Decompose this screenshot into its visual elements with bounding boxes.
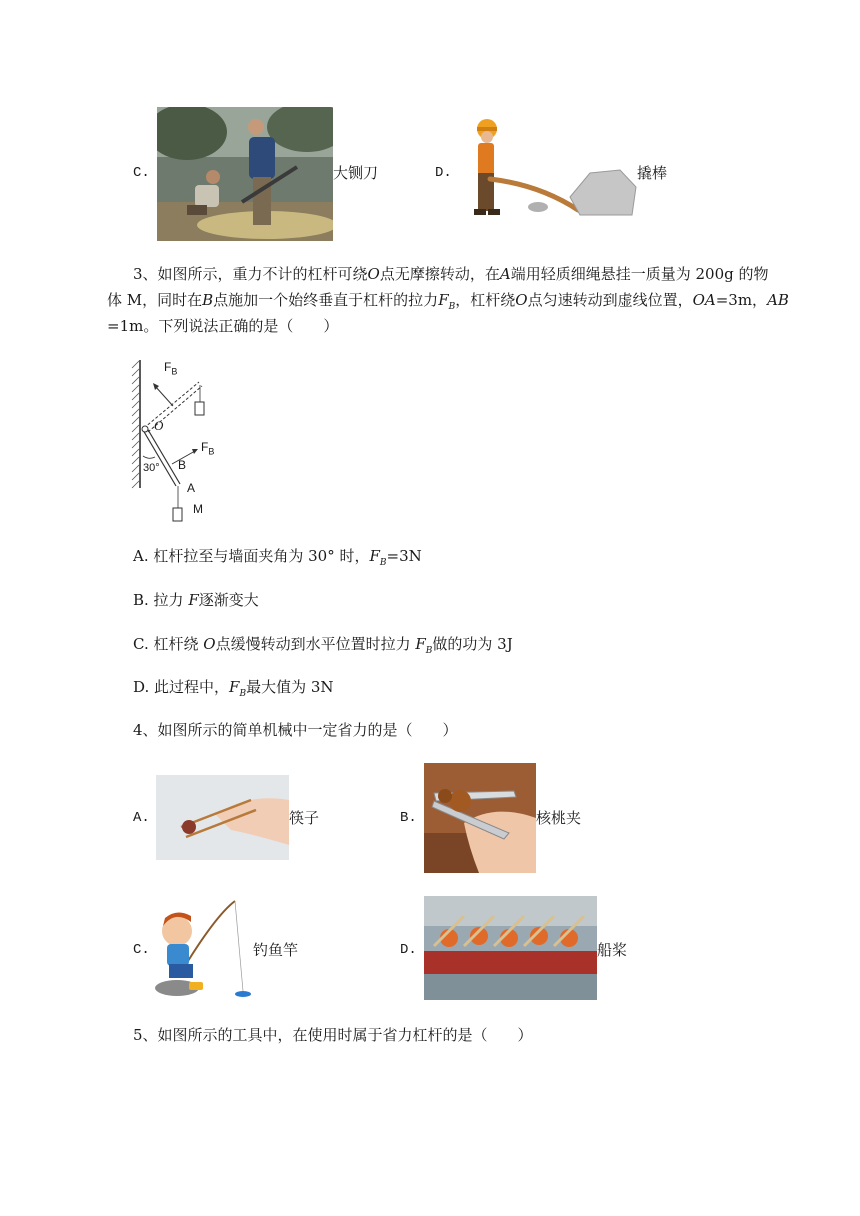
q2-option-d-image xyxy=(460,115,638,222)
q2-option-c-letter: C. xyxy=(133,165,150,181)
q4-option-d-image xyxy=(424,896,597,1000)
q3-figure-fb-top-label: $F_B$ xyxy=(164,360,178,377)
q3-option-b: B. 拉力 F逐渐变大 xyxy=(133,591,259,609)
q3-stem-line2: 体 M，同时在B点施加一个始终垂直于杠杆的拉力$F_B$，杠杆绕O点匀速转动到虚线位置，OA=3m，AB xyxy=(107,291,789,312)
q2-option-d-label: 撬棒 xyxy=(637,164,668,182)
q3-figure-angle-label: 30° xyxy=(143,462,160,474)
q3-lever-figure xyxy=(127,356,227,524)
q5-stem: 5、如图所示的工具中，在使用时属于省力杠杆的是（ ） xyxy=(133,1026,533,1044)
q3-figure-fb-mid-label: $F_B$ xyxy=(201,440,215,457)
q3-figure-b-label: B xyxy=(178,458,187,472)
q4-option-c-label: 钓鱼竿 xyxy=(253,941,299,959)
q4-option-a-label: 筷子 xyxy=(289,809,320,827)
q2-option-d-letter: D. xyxy=(435,165,452,181)
q3-stem-line1: 3、如图所示，重力不计的杠杆可绕O点无摩擦转动，在A端用轻质细绳悬挂一质量为 200g 的物 xyxy=(133,265,769,283)
q4-stem: 4、如图所示的简单机械中一定省力的是（ ） xyxy=(133,721,458,739)
q4-option-b-letter: B. xyxy=(400,810,417,826)
q3-option-c: C. 杠杆绕 O点缓慢转动到水平位置时拉力 $F_B$做的功为 3J xyxy=(133,635,513,656)
q3-option-d: D. 此过程中，$F_B$最大值为 3N xyxy=(133,678,334,699)
q4-option-b-label: 核桃夹 xyxy=(536,809,582,827)
q3-option-a: A. 杠杆拉至与墙面夹角为 30° 时，$F_B=3N$ xyxy=(133,547,422,568)
q4-option-c-letter: C. xyxy=(133,942,150,958)
q2-option-c-image xyxy=(157,107,333,241)
q3-figure-m-label: M xyxy=(193,502,203,516)
q3-figure-a-label: A xyxy=(187,481,196,495)
q4-option-d-letter: D. xyxy=(400,942,417,958)
q4-option-a-image xyxy=(156,775,289,860)
q4-option-c-image xyxy=(155,896,253,1000)
q4-option-a-letter: A. xyxy=(133,810,150,826)
q3-stem-line3: =1m。下列说法正确的是（ ） xyxy=(107,317,339,335)
q4-option-d-label: 船桨 xyxy=(597,941,628,959)
q4-option-b-image xyxy=(424,763,536,873)
q3-figure-o-label: O xyxy=(154,418,164,433)
q2-option-c-label: 大铡刀 xyxy=(333,164,379,182)
